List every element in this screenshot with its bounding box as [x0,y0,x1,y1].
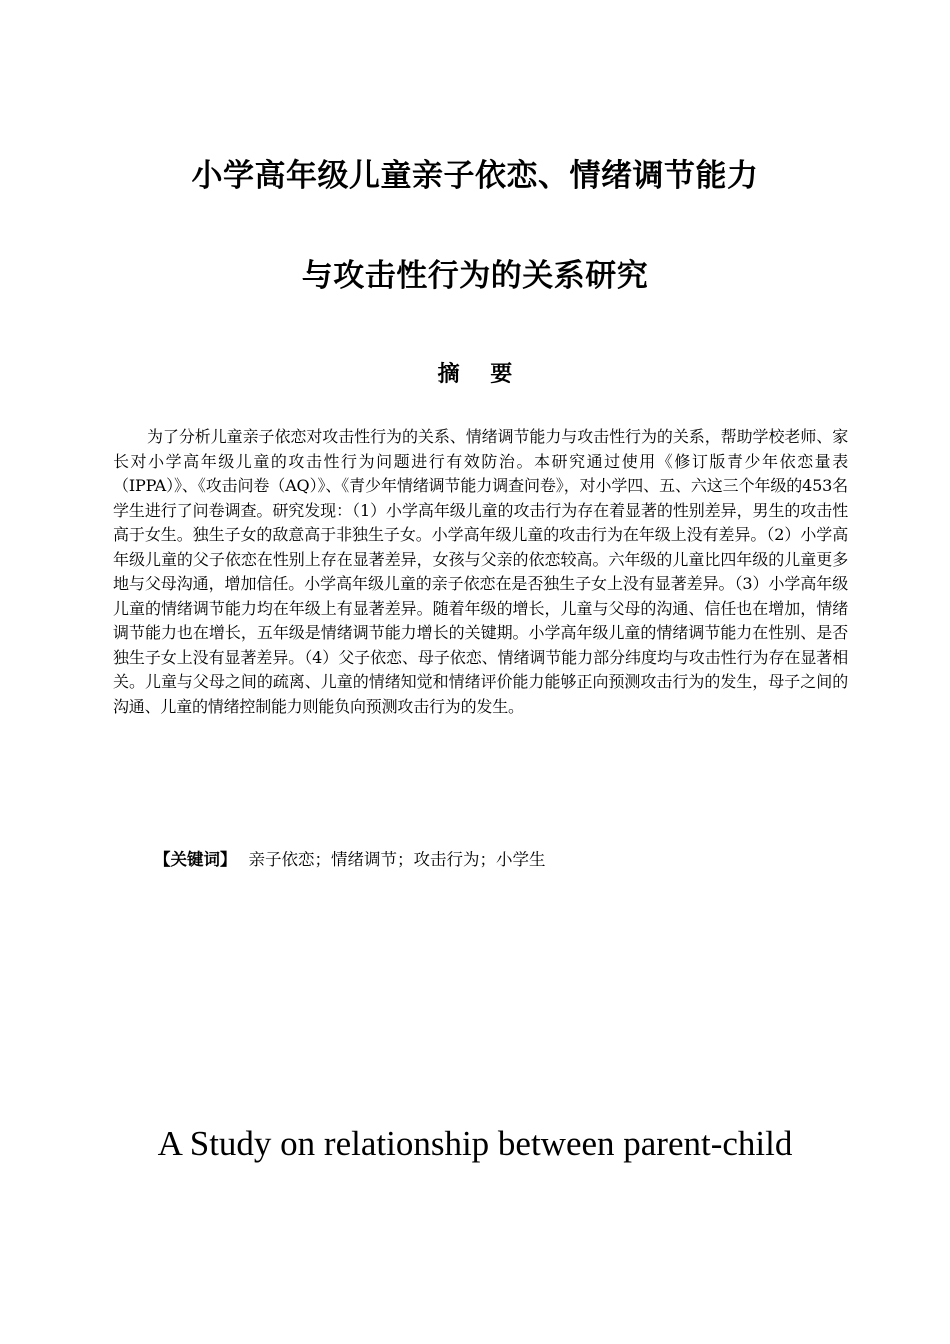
chinese-title-line-1: 小学高年级儿童亲子依恋、情绪调节能力 [191,158,759,194]
english-title-line-1: A Study on relationship between parent-child [157,1124,793,1163]
chinese-title-line-2: 与攻击性行为的关系研究 [301,258,649,294]
abstract-body: 为了分析儿童亲子依恋对攻击性行为的关系、情绪调节能力与攻击性行为的关系，帮助学校老师、家长对小学高年级儿童的攻击性行为问题进行有效防治。本研究通过使用《修订版青少年依恋量表（IPPA）》、《攻击问卷（AQ）》、《青少年情绪调节能力调查问卷》，对小学四、五、六这三个年级的453名学生进行了问卷调查。研究发现：（1）小学高年级儿童的攻击行为存在着显著的性别差异，男生的攻击性高于女生。独生子女的敌意高于非独生子女。小学高年级儿童的攻击行为在年级上没有差异。（2）小学高年级儿童的父子依恋在性别上存在显著差异，女孩与父亲的依恋较高。六年级的儿童比四年级的儿童更多地与父母沟通，增加信任。小学高年级儿童的亲子依恋在是否独生子女上没有显著差异。（3）小学高年级儿童的情绪调节能力均在年级上有显著差异。随着年级的增长，儿童与父母的沟通、信任也在增加，情绪调节能力也在增长，五年级是情绪调节能力增长的关键期。小学高年级儿童的情绪调节能力在性别、是否独生子女上没有显著差异。（4）父子依恋、母子依恋、情绪调节能力部分纬度均与攻击性行为存在显著相关。儿童与父母之间的疏离、儿童的情绪知觉和情绪评价能力能够正向预测攻击行为的发生，母子之间的沟通、儿童的情绪控制能力则能负向预测攻击行为的发生。 [113,427,848,716]
keywords-line [154,847,854,873]
keywords-label: 【关键词】 [154,850,237,869]
keywords-values: 亲子依恋；情绪调节；攻击行为；小学生 [248,850,546,869]
abstract-heading: 摘 要 [437,362,513,387]
